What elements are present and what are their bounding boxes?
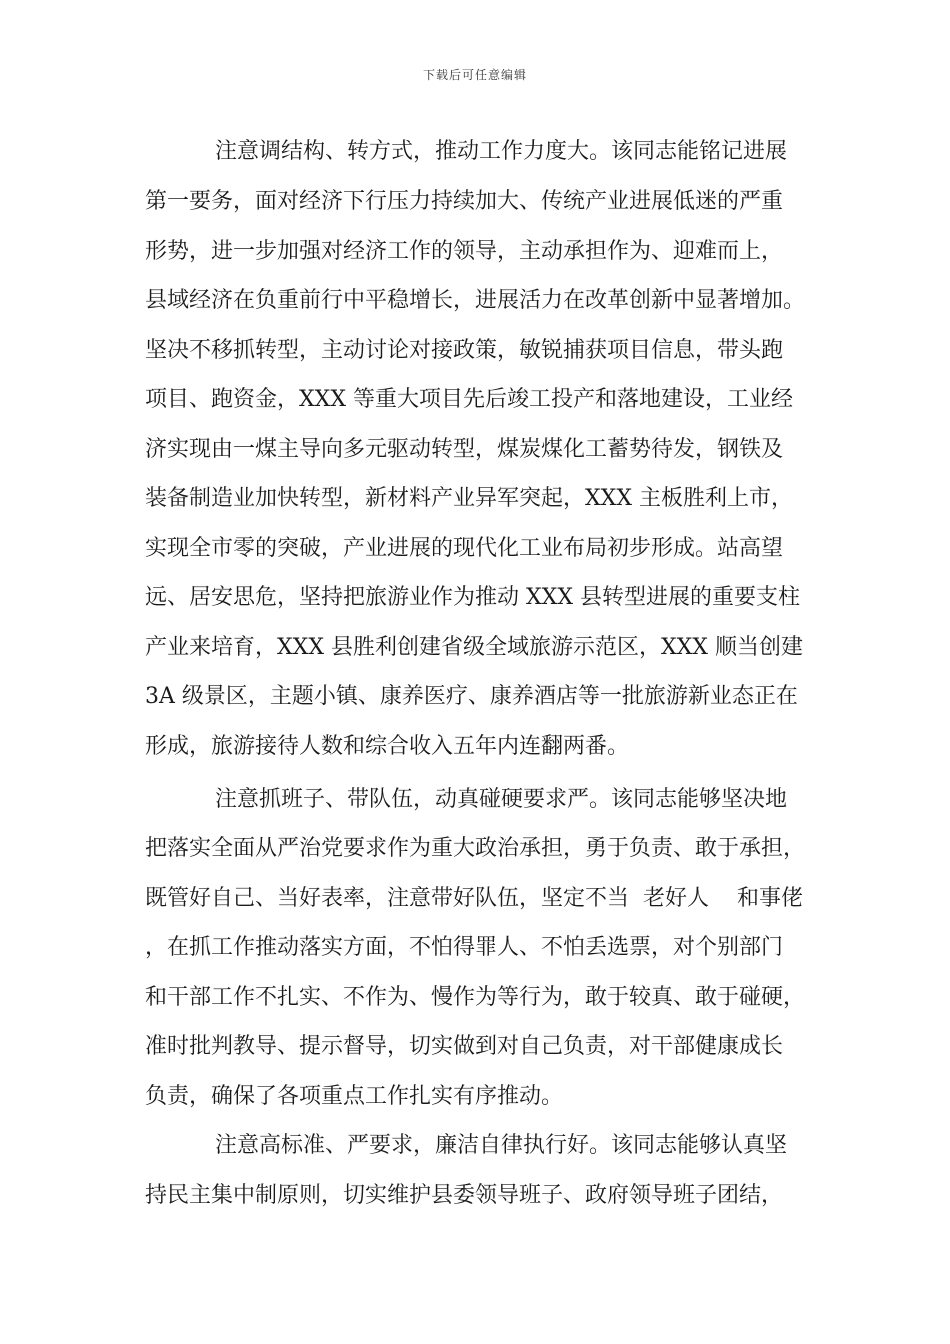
paragraph-2-line-3: 既管好自己、当好表率，注意带好队伍，坚定不当 老好人 和事佬 bbox=[145, 886, 803, 911]
paragraph-1-line-7: 济实现由一煤主导向多元驱动转型，煤炭煤化工蓄势待发，钢铁及 bbox=[145, 437, 784, 462]
paragraph-3-line-1: 注意高标准、严要求，廉洁自律执行好。该同志能够认真坚 bbox=[215, 1133, 788, 1158]
paragraph-2-line-5: 和干部工作不扎实、不作为、慢作为等行为，敢于较真、敢于碰硬， bbox=[145, 985, 806, 1010]
paragraph-1-line-13: 形成，旅游接待人数和综合收入五年内连翻两番。 bbox=[145, 734, 630, 759]
paragraph-1-line-1: 注意调结构、转方式，推动工作力度大。该同志能铭记进展 bbox=[215, 139, 788, 164]
page-header: 下载后可任意编辑 bbox=[422, 68, 527, 82]
paragraph-1-line-6: 项目、跑资金，XXX 等重大项目先后竣工投产和落地建设，工业经 bbox=[145, 387, 793, 412]
paragraph-1-line-9: 实现全市零的突破，产业进展的现代化工业布局初步形成。站高望 bbox=[145, 536, 784, 561]
paragraph-2-line-6: 准时批判教导、提示督导，切实做到对自己负责，对干部健康成长 bbox=[145, 1034, 784, 1059]
paragraph-1-line-5: 坚决不移抓转型，主动讨论对接政策，敏锐捕获项目信息，带头跑 bbox=[145, 338, 784, 363]
paragraph-1-line-10: 远、居安思危，坚持把旅游业作为推动 XXX 县转型进展的重要支柱 bbox=[145, 585, 800, 610]
paragraph-1-line-2: 第一要务，面对经济下行压力持续加大、传统产业进展低迷的严重 bbox=[145, 189, 784, 214]
paragraph-2-line-2: 把落实全面从严治党要求作为重大政治承担，勇于负责、敢于承担， bbox=[145, 836, 806, 861]
paragraph-1-line-12: 3A 级景区，主题小镇、康养医疗、康养酒店等一批旅游新业态正在 bbox=[145, 684, 798, 709]
paragraph-1-line-3: 形势，进一步加强对经济工作的领导，主动承担作为、迎难而上， bbox=[145, 239, 784, 264]
paragraph-1-line-4: 县域经济在负重前行中平稳增长，进展活力在改革创新中显著增加。 bbox=[145, 288, 806, 313]
paragraph-2-line-1: 注意抓班子、带队伍，动真碰硬要求严。该同志能够坚决地 bbox=[215, 787, 788, 812]
paragraph-1-line-8: 装备制造业加快转型，新材料产业异军突起，XXX 主板胜利上市， bbox=[145, 486, 793, 511]
paragraph-2-line-7: 负责，确保了各项重点工作扎实有序推动。 bbox=[145, 1084, 564, 1109]
paragraph-2-line-4: ，在抓工作推动落实方面，不怕得罪人、不怕丢选票，对个别部门 bbox=[145, 935, 784, 960]
paragraph-3-line-2: 持民主集中制原则，切实维护县委领导班子、政府领导班子团结， bbox=[145, 1183, 784, 1208]
paragraph-1-line-11: 产业来培育，XXX 县胜利创建省级全域旅游示范区，XXX 顺当创建 bbox=[145, 635, 803, 660]
